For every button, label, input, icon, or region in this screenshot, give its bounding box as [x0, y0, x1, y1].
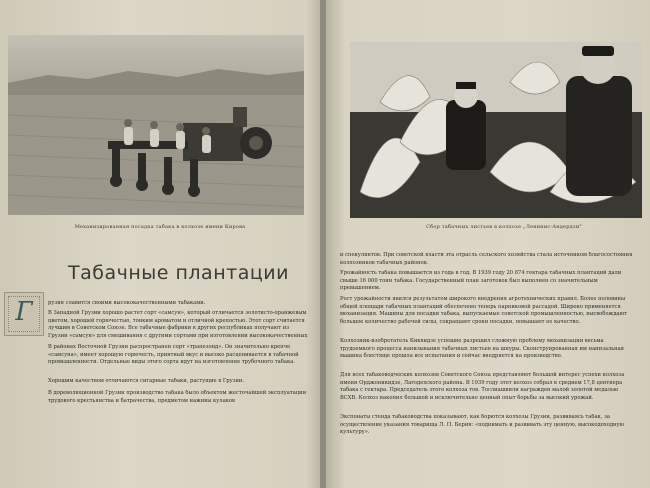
initial-letter: Г [15, 297, 33, 327]
paragraph: Рост урожайности явился результатом широкого внедрения агротехнических правил. Более половины общей площади табачных плантаций обеспечено теперь парниковой рассадой. Широко применяется механизация. Машины для посадки табака, выпускаемые советской промышленностью, высвобождают большое количество рабочей силы, сокращают сроки посадки, повышают ее качество. [340, 296, 627, 326]
paragraph: и спекулянтов. При советской власти эта отрасль сельского хозяйства стала источником благосостояния колхозников табачных районов. [340, 252, 633, 266]
section-heading: Табачные плантации [68, 262, 289, 284]
right-page [326, 0, 650, 488]
paragraph: рузия славится своими высококачественными табаками. [48, 300, 206, 306]
paragraph: В дореволюционной Грузии производство табака было объектом жесточайшей эксплуатации трудового крестьянства и батрачества, предметом наживы кулаков [48, 390, 307, 404]
paragraph: Хорошим качеством отличаются сигарные табаки, растущие в Грузии. [48, 378, 245, 384]
left-text-block [48, 300, 310, 308]
left-page [0, 0, 322, 488]
photo-caption-left: Механизированная посадка табака в колхозе имени Кирова [74, 224, 246, 230]
paragraph: В районах Восточной Грузии распространен сорт «трапезонд». Он значительно крепче «самсуна», имеет хорошую горючесть, приятный вкус и высоко расценивается в табачной промышленности. Отдельные виды этого сорта идут на изготовление трубочного табака. [48, 344, 299, 366]
paragraph: В Западной Грузии хорошо растет сорт «самсун», который отличается золотисто-оранжевым цветом, хорошей горючестью, тонким ароматом и отличной крепостью. Этот сорт считается лучшим в Советском Союзе. Все табачные фабрики в других республиках получают из Грузии «самсун» для смешивания с другими сортами при изготовлении высококачественных [48, 310, 308, 340]
paragraph: Колхозник-изобретатель Киквидзе успешно разрешил сложную проблему механизации весьма трудоемкого процесса нанизывания табачных листьев на шнуры. Сконструированная им нанизальная машина блестяще прошла все испытания и сейчас внедряется на производство. [340, 338, 624, 360]
paragraph: Для всех табаководческих колхозов Советского Союза представляют большой интерес успехи колхоза имени Орджоникидзе, Лагодехского района. В 1939 году этот колхоз собрал в среднем 17,8 центнера табака с гектара. Председатель этого колхоза тов. Тослиашвили награжден малой золотой медалью ВСХВ. Колхоз накопил большой и исключительно ценный опыт борьбы за высокий урожай. [340, 372, 625, 402]
paragraph: Экспонаты стенда табаководства показывают, как борются колхозы Грузии, развиваясь табак, за осуществление указания товарища Л. П. Берия: «поднимать и развивать эту ценную, высокодоходную культуру». [340, 414, 625, 436]
tobacco-planting-photo [8, 35, 304, 215]
decorative-initial-letter [4, 292, 44, 336]
tractor-planting-illustration [8, 35, 304, 215]
paragraph: Урожайность табака повышается из года в год. В 1939 году 20 874 гектара табачных плантаций дали свыше 16 000 тонн табака. Государственный план заготовок был выполнен со значительным превышением. [340, 270, 622, 292]
photo-caption-right: Сбор табачных листьев в колхозе „Ленинис-Андердзи" [426, 224, 582, 230]
leaf-harvest-illustration [350, 42, 642, 218]
tobacco-harvest-photo [350, 42, 642, 218]
